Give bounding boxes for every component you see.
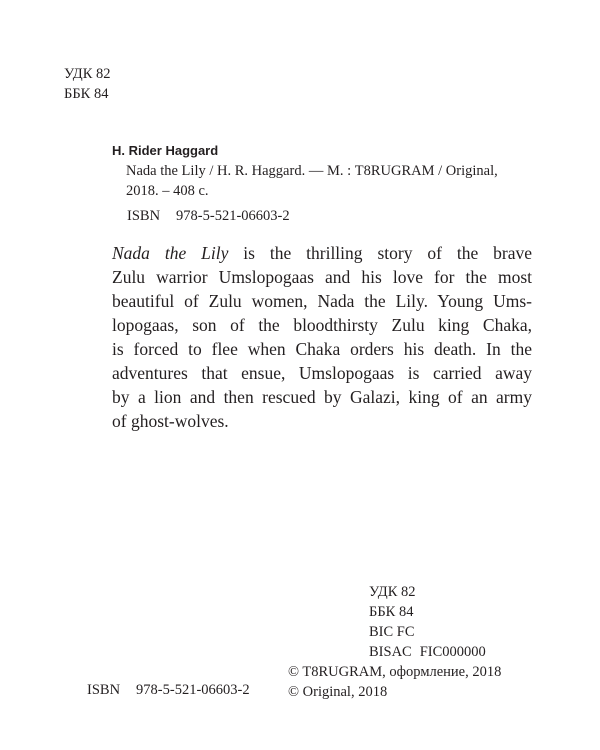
bisac-code: [369, 642, 486, 662]
copyright-block: [288, 662, 501, 702]
udk-code: УДК 82: [64, 66, 111, 82]
isbn-value: 978-5-521-06603-2: [176, 208, 290, 224]
copyright-original: © Original, 2018: [288, 684, 388, 700]
copyright-publisher: © T8RUGRAM, оформление, 2018: [288, 664, 502, 680]
bbk-code: ББК 84: [64, 86, 109, 102]
abstract-line: Zulu warrior Umslopogaas and his love for the most: [112, 267, 532, 287]
bisac-value: FIC000000: [419, 644, 486, 660]
udk-code: УДК 82: [369, 584, 416, 600]
bibliographic-line-2: 2018. – 408 с.: [126, 183, 209, 199]
isbn-value: 978-5-521-06603-2: [136, 682, 250, 698]
book-title-italic: Nada the Lily: [112, 243, 229, 263]
isbn-label: ISBN: [127, 208, 161, 224]
abstract: [112, 241, 532, 433]
bisac-label: BISAC: [369, 644, 412, 660]
bic-code: BIC FC: [369, 624, 415, 640]
classification-top: [64, 64, 111, 104]
abstract-line: adventures that ensue, Umslopogaas is carried away: [112, 363, 532, 383]
abstract-line: beautiful of Zulu women, Nada the Lily. Young Ums-: [112, 291, 532, 311]
isbn-record: [127, 206, 290, 226]
abstract-line: lopogaas, son of the bloodthirsty Zulu king Chaka,: [112, 315, 532, 335]
bbk-code: ББК 84: [369, 604, 414, 620]
isbn-label: ISBN: [87, 682, 121, 698]
bibliographic-line-1: Nada the Lily / H. R. Haggard. — М. : T8RUGRAM / Original,: [126, 163, 498, 179]
abstract-line: is forced to flee when Chaka orders his death. In the: [112, 339, 532, 359]
abstract-line: Nada the Lily is the thrilling story of the brave: [112, 243, 532, 263]
bibliographic-record: [112, 141, 532, 201]
classification-bottom: [369, 582, 486, 662]
abstract-line: of ghost-wolves.: [112, 411, 229, 431]
author-name: H. Rider Haggard: [112, 143, 219, 158]
abstract-line: by a lion and then rescued by Galazi, king of an army: [112, 387, 532, 407]
isbn-footer: [87, 680, 250, 700]
